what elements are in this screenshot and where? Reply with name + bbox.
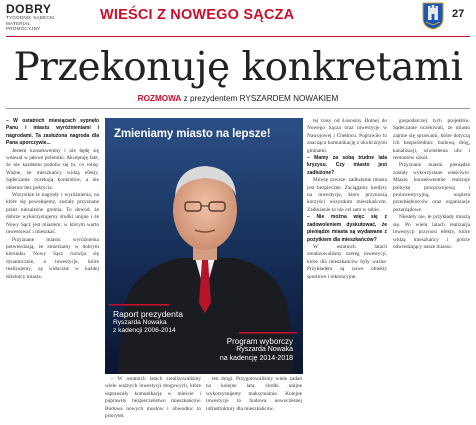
article-column-3 — [206, 376, 302, 425]
caption-line: na kadencję 2014-2018 — [219, 354, 293, 362]
paragraph: tej trasy od Łososiny Dolnej do Nowego Sącza oraz inwestycje w Nawojowej i Chełmcu. Poprawiło to znacząco komunikację z okolicznymi gminami. — [307, 118, 387, 154]
paragraph: gospodarczej tych projektów. Sądeczanie oczekiwali, że miasto zajmie się sprawami, które dotyczą ich bezpośrednio: budową dróg, kanalizacji, oświetlenia ulic i remontów szkół. — [393, 118, 470, 162]
question: – Nie można więc się z zadowoleniem dyskutować, że pieniądze miasta są wydawane z pożytkiem dla mieszkańców? — [307, 214, 387, 243]
caption-line: Ryszarda Nowaka — [236, 346, 293, 354]
question: – Mamy za sobą trudne lata kryzysu. Czy miasto jest zadłużone? — [307, 155, 387, 176]
brand-subtitle: TYGODNIK SĄDECKI — [6, 15, 55, 20]
section-title: WIEŚCI Z NOWEGO SĄCZA — [100, 7, 295, 23]
caption-line: Program wyborczy — [226, 337, 293, 346]
masthead-rule — [6, 36, 470, 37]
report-caption — [113, 310, 183, 335]
paragraph: Mówię zawsze: zadłużenie miasta jest bezpieczne. Zaciągamy kredyty na inwestycje, które przynoszą korzyści wszystkim mieszkańcom. Zadłużenie to nie cel sam w sobie. — [307, 177, 387, 213]
photo-quote: Zmieniamy miasto na lepsze! — [114, 128, 271, 140]
masthead-brand-block — [6, 3, 66, 32]
headline: Przekonuję konkretami — [13, 45, 463, 90]
paragraph: ten drogi. Przygotowaliśmy wiele zadań na kolejne lata, środki unijne wykorzystujemy maksymalnie. Kolejne inwestycje to budowa nowoczesnej infrastruktury dla mieszkańców. — [206, 376, 302, 412]
paragraph: – W ostatnich latach zrealizowaliśmy wiele ważnych inwestycji drogowych, które usprawniły komunikację w mieście i poprawiły bezpieczeństwo mieszkańców. Budowa nowych mostów i obwodnic to priorytet. — [105, 376, 201, 420]
paragraph: Niestety nie, te przykłady mnożą się. Po wielu latach realizacja inwestycji przynosi efekty, które widzą mieszkańcy i goście odwiedzający nasze miasto. — [393, 214, 470, 250]
portrait-illustration — [105, 118, 303, 374]
subhead-text: z prezydentem RYSZARDEM NOWAKIEM — [181, 94, 339, 103]
promo-label: MATERIAŁ PROMOCYJNY — [6, 20, 41, 31]
headline-rule — [6, 108, 470, 109]
article-column-2 — [105, 376, 201, 425]
paragraph: Przyznane miastu wyróżnienia potwierdzają, że zmierzamy w dobrym kierunku. Nowy Sącz rozwija się dynamicznie, a inwestycje, które realizujemy, są widoczne w każdej dzielnicy miasta. — [6, 236, 99, 280]
cover-photo — [105, 118, 303, 374]
article-column-1 — [6, 118, 99, 425]
caption-line: Ryszarda Nowaka — [113, 319, 167, 326]
city-crest-icon — [422, 2, 444, 30]
masthead — [0, 0, 476, 38]
brand-name: DOBRY — [6, 2, 52, 16]
question: – W ostatnich miesiącach sypnęło Panu i miastu wyróżnieniami i nagrodami. Ta zasłużona nagroda dla Pana uporczywie... — [6, 118, 99, 147]
caption-line: z kadencji 2006-2014 — [113, 327, 176, 334]
subhead-rozmowa: ROZMOWA — [137, 94, 182, 103]
paragraph: Wszystkie te nagrody i wyróżnienia, na które się powołujemy, zostały przyznane przez niezależne gremia. To dowód, że dobrze wykorzystujemy środki unijne i że Nowy Sącz jest miastem, w którym warto inwestować i mieszkać. — [6, 192, 99, 236]
article-column-4 — [307, 118, 387, 425]
paragraph: W ostatnich latach zrealizowaliśmy szereg inwestycji, które dla mieszkańców były ważne. Przykładem są nowe obiekty sportowe i rekreacyjne. — [307, 243, 387, 280]
paragraph: Przyznane miastu pieniądze zostały wykorzystane właściwie. Miasto konsekwentnie realizuje politykę prorozwojową i proinwestycyjną, wspiera przedsiębiorców oraz organizacje pozarządowe. — [393, 162, 470, 213]
article-column-5 — [393, 118, 470, 425]
subheadline — [0, 94, 476, 103]
program-caption — [220, 338, 293, 363]
paragraph: Jestem konsekwentny i nie będę się wdawał w jałowe polemiki. Akceptuję fakt, że nie każdemu podoba się to, co robię. Ważne, że mieszkańcy widzą efekty. Sądeczanie oczekują konkretów, a nie obietnic bez pokrycia. — [6, 147, 99, 191]
caption-line: Raport prezydenta — [113, 309, 183, 319]
page-number: 27 — [452, 8, 465, 20]
